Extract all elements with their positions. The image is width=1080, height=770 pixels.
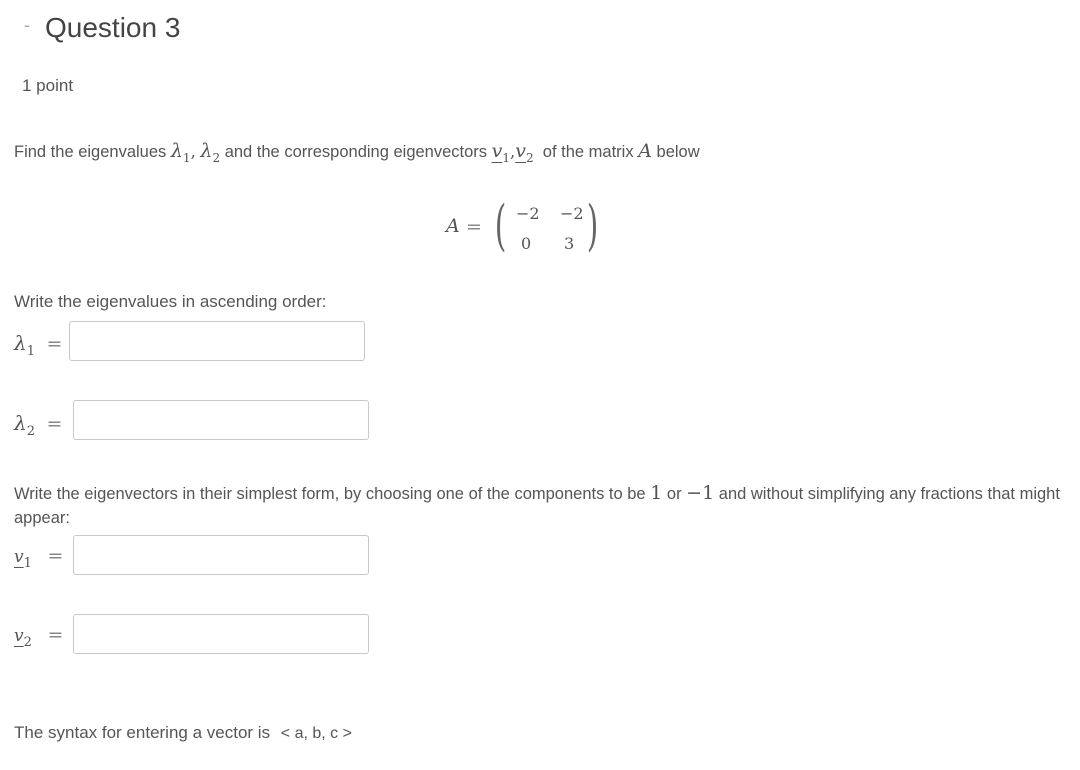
v1-equals: = [47, 545, 64, 567]
eigenvectors-minus-one: −1 [686, 482, 715, 504]
lambda2-input[interactable] [73, 400, 369, 440]
eigenvectors-text-2: and without simplifying any fractions that might appear: [14, 485, 1060, 527]
prompt-text-3: of the matrix [542, 143, 634, 161]
question-prompt [14, 140, 700, 165]
lambda2-equals: = [46, 413, 63, 435]
prompt-text-1: Find the eigenvalues [14, 143, 167, 161]
question-points: 1 point [22, 76, 74, 95]
lambda1-equals: = [46, 333, 63, 355]
lambda1-symbol: λ [14, 331, 27, 355]
eigenvectors-or: or [666, 485, 682, 503]
v1-symbol: v [14, 547, 24, 567]
lambda-sub-1: 1 [182, 151, 191, 165]
eigenvalues-instruction: Write the eigenvalues in ascending order: [14, 292, 327, 311]
v1-label [14, 545, 64, 571]
v-symbol-1: v [491, 140, 503, 162]
matrix-entry-12: −2 [560, 204, 584, 223]
syntax-example: < a, b, c > [280, 725, 352, 742]
eigenvectors-text-1: Write the eigenvectors in their simplest form, by choosing one of the components to be [14, 485, 646, 503]
v-symbol-2: v [515, 140, 526, 162]
v1-sub: 1 [23, 556, 32, 571]
v-sub-2: 2 [525, 151, 534, 165]
eigenvectors-instruction [14, 481, 1074, 530]
lambda-symbol-2: λ [200, 140, 213, 162]
syntax-hint [14, 723, 352, 743]
matrix-right-paren: ) [586, 194, 599, 257]
matrix-entry-11: −2 [516, 204, 540, 223]
lambda1-label [14, 331, 63, 359]
lambda1-input[interactable] [69, 321, 365, 361]
question-title: Question 3 [45, 12, 181, 43]
v2-input[interactable] [73, 614, 369, 654]
v2-label [14, 624, 64, 650]
prompt-comma-1: , [190, 142, 196, 161]
matrix-equals: = [466, 216, 482, 238]
matrix-left-paren: ( [494, 194, 507, 257]
lambda1-sub: 1 [26, 344, 35, 359]
collapse-toggle[interactable]: - [24, 15, 30, 35]
prompt-matrix-name: A [638, 140, 652, 162]
v2-symbol: v [14, 626, 24, 646]
v2-sub: 2 [23, 635, 32, 650]
prompt-comma-2: , [510, 142, 516, 161]
matrix-entry-21: 0 [521, 234, 532, 253]
matrix-entry-22: 3 [564, 234, 575, 253]
v2-equals: = [47, 624, 64, 646]
lambda2-sub: 2 [26, 424, 35, 439]
lambda2-label [14, 411, 63, 439]
v1-input[interactable] [73, 535, 369, 575]
prompt-text-4: below [656, 143, 700, 161]
syntax-label: The syntax for entering a vector is [14, 723, 271, 742]
prompt-text-2: and the corresponding eigenvectors [224, 143, 488, 161]
lambda2-symbol: λ [14, 411, 27, 435]
v-sub-1: 1 [502, 151, 510, 165]
matrix-name: A [446, 215, 460, 237]
lambda-sub-2: 2 [212, 151, 221, 165]
eigenvectors-one: 1 [650, 482, 663, 504]
matrix-a [446, 194, 606, 260]
lambda-symbol-1: λ [170, 140, 183, 162]
